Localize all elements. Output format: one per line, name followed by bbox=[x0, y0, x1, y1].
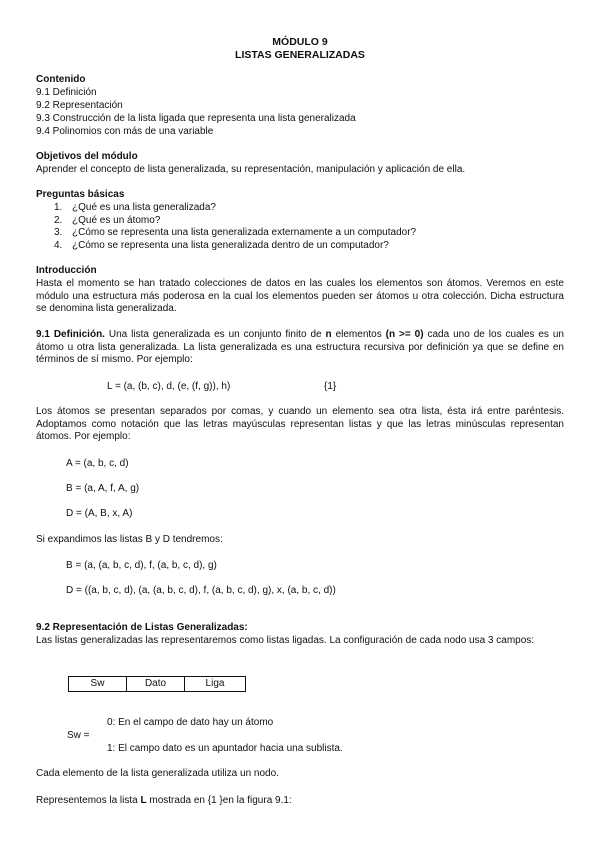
objetivos-heading: Objetivos del módulo bbox=[36, 151, 138, 162]
sw-option-1: 1: El campo dato es un apuntador hacia una sublista. bbox=[107, 743, 343, 754]
example-D: D = (A, B, x, A) bbox=[66, 508, 133, 519]
node-structure-table bbox=[68, 676, 246, 692]
example-D-expanded: D = ((a, b, c, d), (a, (a, b, c, d), f, (a, b, c, d), g), x, (a, b, c, d)) bbox=[66, 585, 336, 596]
example-ref: {1} bbox=[324, 381, 337, 392]
contenido-item: 9.2 Representación bbox=[36, 100, 123, 111]
node-field-liga: Liga bbox=[185, 677, 246, 692]
module-subtitle: LISTAS GENERALIZADAS bbox=[235, 49, 365, 61]
module-title: MÓDULO 9 bbox=[272, 36, 328, 48]
sw-label: Sw = bbox=[67, 730, 90, 741]
contenido-item: 9.4 Polinomios con más de una variable bbox=[36, 126, 214, 137]
example-B-expanded: B = (a, (a, b, c, d), f, (a, b, c, d), g) bbox=[66, 560, 217, 571]
preguntas-heading: Preguntas básicas bbox=[36, 189, 125, 200]
node-text: Cada elemento de la lista generalizada utiliza un nodo. bbox=[36, 768, 279, 779]
node-field-dato: Dato bbox=[127, 677, 185, 692]
list-item: 3. ¿Cómo se representa una lista generalizada externamente a un computador? bbox=[54, 227, 417, 238]
list-item: 2. ¿Qué es un átomo? bbox=[54, 214, 161, 226]
node-field-sw: Sw bbox=[69, 677, 127, 692]
example-A: A = (a, b, c, d) bbox=[66, 458, 129, 469]
figure-intro: Representemos la lista L mostrada en {1 }en la figura 9.1: bbox=[36, 795, 292, 806]
example-B: B = (a, A, f, A, g) bbox=[66, 483, 140, 494]
expand-text: Si expandimos las listas B y D tendremos: bbox=[36, 534, 223, 545]
list-item: 1. ¿Qué es una lista generalizada? bbox=[54, 202, 216, 213]
representacion-heading: 9.2 Representación de Listas Generalizadas: bbox=[36, 622, 248, 633]
definicion-paragraph: 9.1 Definición. Una lista generalizada es un conjunto finito de n elementos (n >= 0) cada uno de los cuales es un átomo u otra lista generalizada. La lista generalizada es una estructura recursiva por definición ya que se define en términos de sí mismo. Por ejemplo: bbox=[36, 329, 564, 365]
representacion-text: Las listas generalizadas las representaremos como listas ligadas. La configuración de cada nodo usa 3 campos: bbox=[36, 635, 535, 646]
introduccion-heading: Introducción bbox=[36, 265, 97, 276]
contenido-item: 9.3 Construcción de la lista ligada que representa una lista generalizada bbox=[36, 113, 356, 124]
definicion-heading: 9.1 Definición. bbox=[36, 329, 105, 340]
notation-text: Los átomos se presentan separados por comas, y cuando un elemento sea otra lista, ésta irá entre paréntesis. Adoptamos como notación que las letras mayúsculas representan listas y que las letras minúsculas representan átomos. Por ejemplo: bbox=[36, 406, 564, 442]
objetivos-text: Aprender el concepto de lista generalizada, su representación, manipulación y aplicación de ella. bbox=[36, 164, 466, 175]
example-L: L = (a, (b, c), d, (e, (f, g)), h) bbox=[107, 381, 231, 392]
introduccion-text: Hasta el momento se han tratado colecciones de datos en las cuales los elementos son átomos. Veremos en este módulo una estructura más poderosa en la cual los elementos pueden ser átomos u otra colección. Dicha estructura se denomina lista generalizada. bbox=[36, 278, 564, 314]
preguntas-list bbox=[54, 202, 416, 252]
sw-option-0: 0: En el campo de dato hay un átomo bbox=[107, 717, 274, 728]
contenido-item: 9.1 Definición bbox=[36, 87, 97, 98]
list-item: 4. ¿Cómo se representa una lista generalizada dentro de un computador? bbox=[54, 239, 389, 251]
contenido-heading: Contenido bbox=[36, 74, 86, 85]
